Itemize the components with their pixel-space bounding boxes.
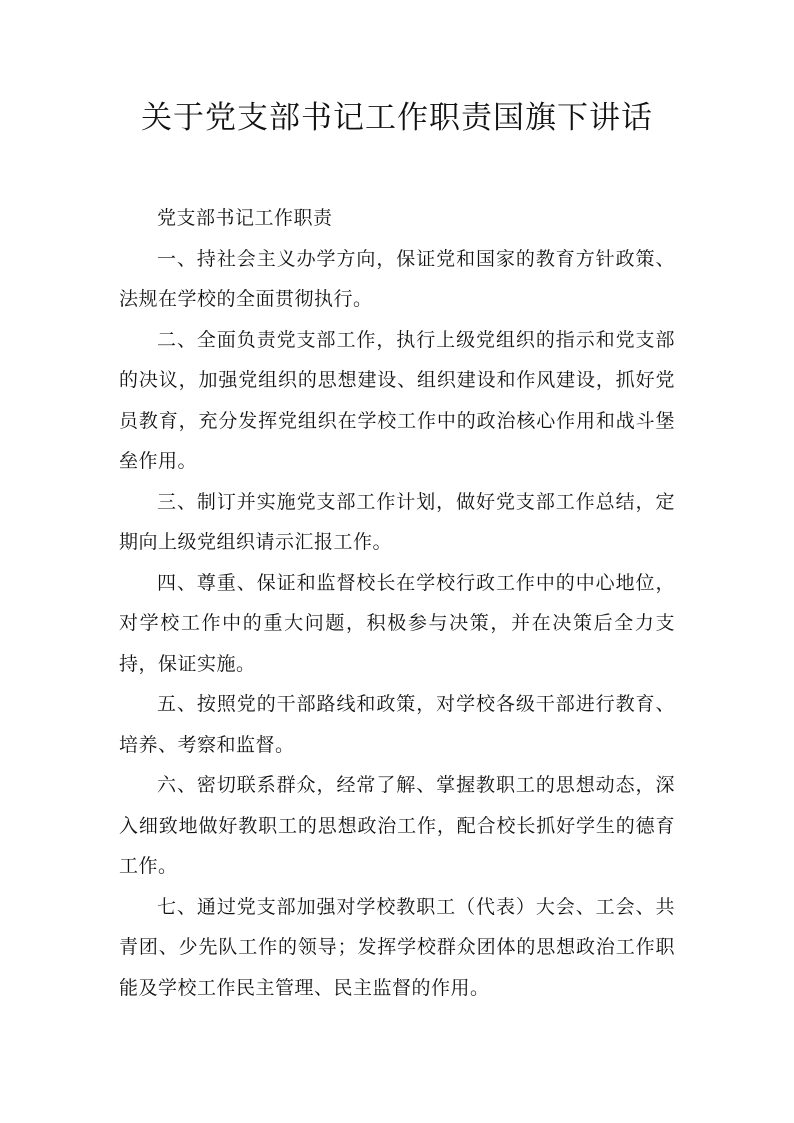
paragraph-7: 七、通过党支部加强对学校教职工（代表）大会、工会、共青团、少先队工作的领导；发挥学校群众团体的思想政治工作职能及学校工作民主管理、民主监督的作用。 (119, 895, 675, 999)
paragraph-3: 三、制订并实施党支部工作计划，做好党支部工作总结，定期向上级党组织请示汇报工作。 (119, 490, 675, 553)
document-body (119, 198, 675, 1008)
paragraph-2: 二、全面负责党支部工作，执行上级党组织的指示和党支部的决议，加强党组织的思想建设、组织建设和作风建设，抓好党员教育，充分发挥党组织在学校工作中的政治核心作用和战斗堡垒作用。 (119, 328, 675, 472)
paragraph-4: 四、尊重、保证和监督校长在学校行政工作中的中心地位，对学校工作中的重大问题，积极参与决策，并在决策后全力支持，保证实施。 (119, 571, 675, 675)
section-heading: 党支部书记工作职责 (157, 207, 333, 229)
document-title: 关于党支部书记工作职责国旗下讲话 (141, 100, 653, 136)
paragraph-5: 五、按照党的干部路线和政策，对学校各级干部进行教育、培养、考察和监督。 (119, 693, 675, 756)
paragraph-1: 一、持社会主义办学方向，保证党和国家的教育方针政策、法规在学校的全面贯彻执行。 (119, 247, 675, 310)
paragraph-6: 六、密切联系群众，经常了解、掌握教职工的思想动态，深入细致地做好教职工的思想政治工作，配合校长抓好学生的德育工作。 (119, 774, 675, 877)
